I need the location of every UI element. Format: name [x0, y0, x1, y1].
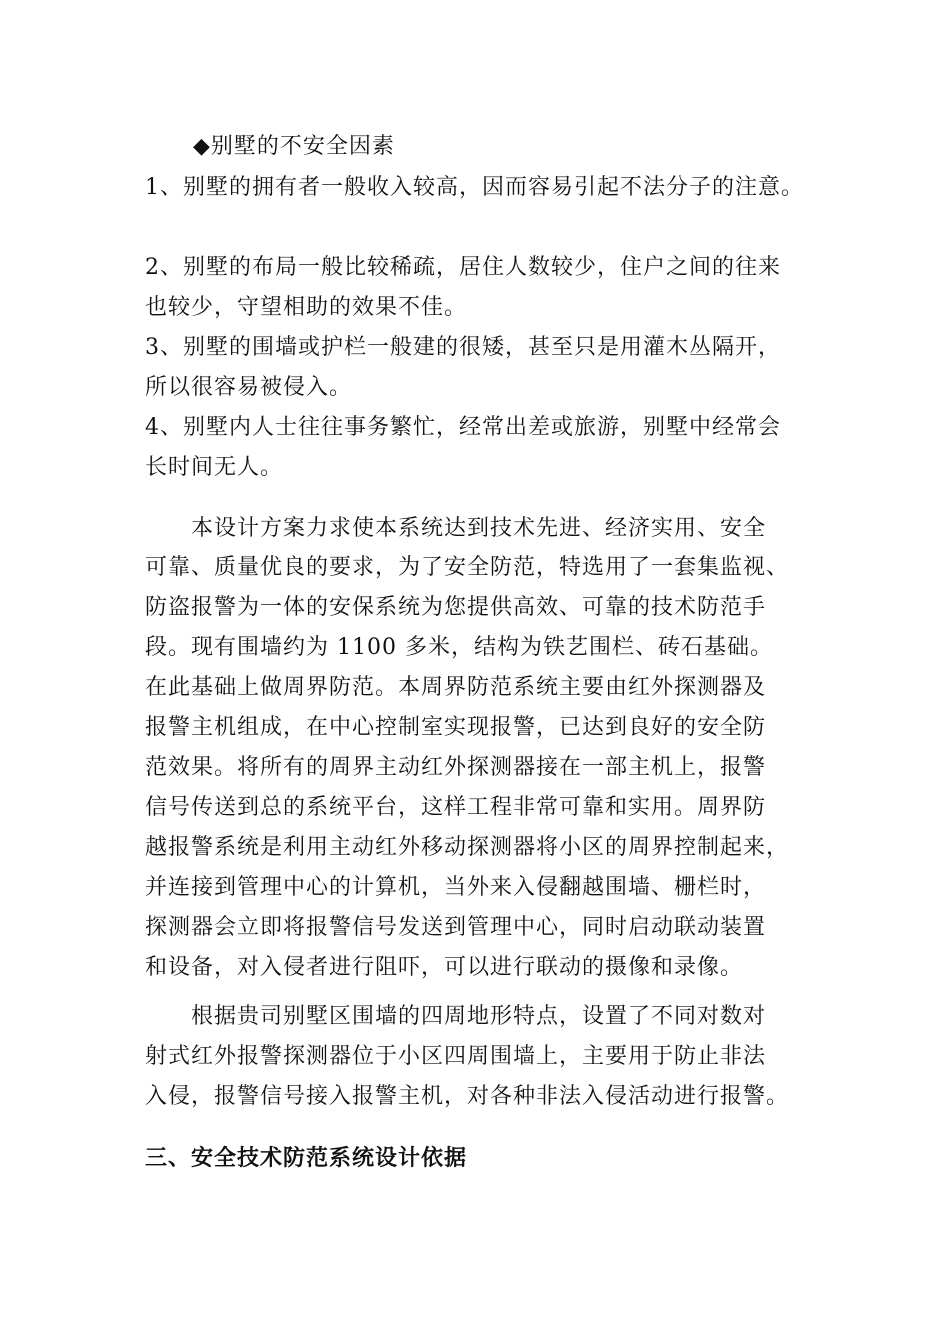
- section-title: ◆别墅的不安全因素: [193, 134, 395, 159]
- list-item: 2、别墅的布局一般比较稀疏，居住人数较少，住户之间的往来: [145, 255, 781, 280]
- paragraph-line: 本设计方案力求使本系统达到技术先进、经济实用、安全: [191, 516, 767, 541]
- list-item: 4、别墅内人士往往事务繁忙，经常出差或旅游，别墅中经常会: [145, 415, 781, 440]
- list-item-continuation: 所以很容易被侵入。: [145, 375, 353, 400]
- list-item-continuation: 也较少，守望相助的效果不佳。: [145, 295, 468, 320]
- paragraph-line: 探测器会立即将报警信号发送到管理中心，同时启动联动装置: [145, 915, 767, 940]
- paragraph-line: 防盗报警为一体的安保系统为您提供高效、可靠的技术防范手: [145, 595, 767, 620]
- paragraph-line: 在此基础上做周界防范。本周界防范系统主要由红外探测器及: [145, 675, 767, 700]
- paragraph-line: 和设备，对入侵者进行阻吓，可以进行联动的摄像和录像。: [145, 955, 744, 980]
- paragraph-line: 射式红外报警探测器位于小区四周围墙上，主要用于防止非法: [145, 1044, 767, 1069]
- paragraph-line: 信号传送到总的系统平台，这样工程非常可靠和实用。周界防: [145, 795, 767, 820]
- paragraph-line: 越报警系统是利用主动红外移动探测器将小区的周界控制起来，: [145, 835, 790, 860]
- section-heading: 三、安全技术防范系统设计依据: [145, 1145, 468, 1171]
- paragraph-line: 根据贵司别墅区围墙的四周地形特点，设置了不同对数对: [191, 1004, 767, 1029]
- list-item: 1、别墅的拥有者一般收入较高，因而容易引起不法分子的注意。: [145, 175, 804, 200]
- paragraph-line: 范效果。将所有的周界主动红外探测器接在一部主机上，报警: [145, 755, 767, 780]
- paragraph-line: 可靠、质量优良的要求，为了安全防范，特选用了一套集监视、: [145, 555, 790, 580]
- list-item: 3、别墅的围墙或护栏一般建的很矮，甚至只是用灌木丛隔开，: [145, 335, 781, 360]
- list-item-continuation: 长时间无人。: [145, 455, 284, 480]
- paragraph-line: 报警主机组成，在中心控制室实现报警，已达到良好的安全防: [145, 715, 767, 740]
- paragraph-line: 入侵，报警信号接入报警主机，对各种非法入侵活动进行报警。: [145, 1084, 790, 1109]
- paragraph-line: 并连接到管理中心的计算机，当外来入侵翻越围墙、栅栏时，: [145, 875, 767, 900]
- paragraph-line: 段。现有围墙约为 1100 多米，结构为铁艺围栏、砖石基础。: [145, 635, 773, 660]
